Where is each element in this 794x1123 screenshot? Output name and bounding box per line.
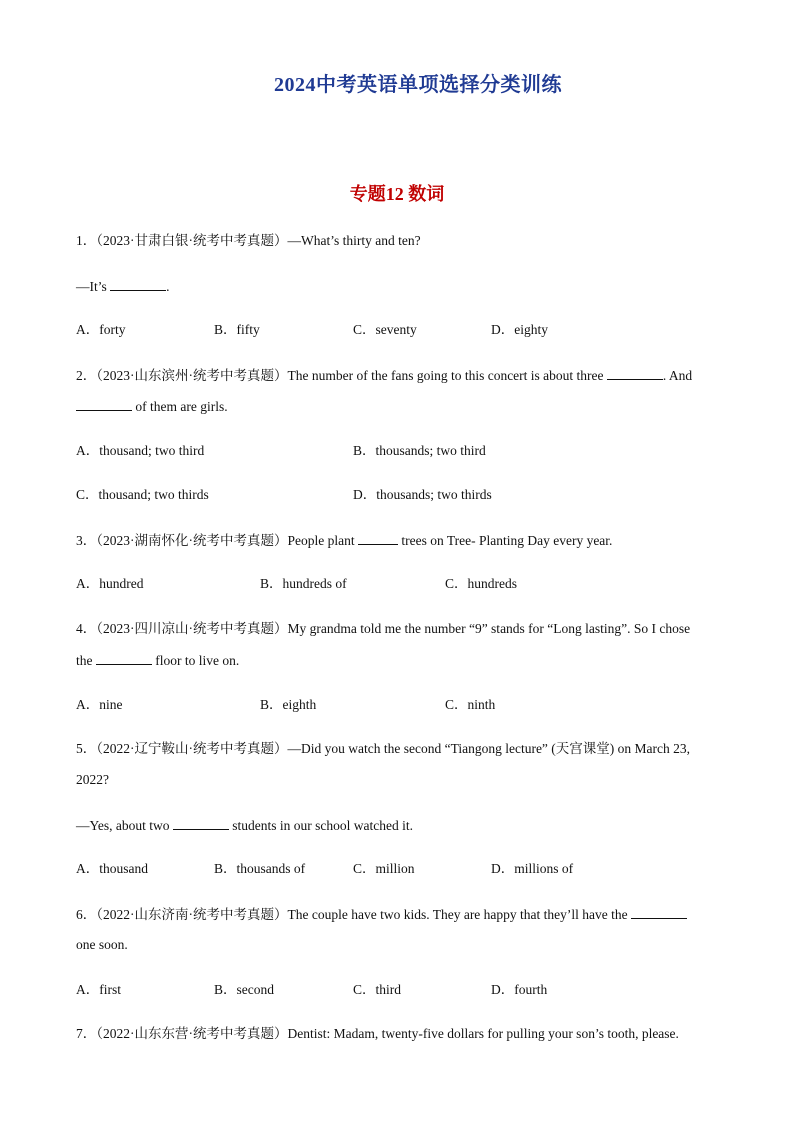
answer-blank[interactable] <box>96 651 152 665</box>
question-1-answer-line <box>76 277 170 296</box>
question-4-stem <box>76 620 690 638</box>
question-5-stem <box>76 740 690 758</box>
question-3-stem <box>76 531 612 550</box>
question-text: —Yes, about two <box>76 818 173 833</box>
question-text: the <box>76 653 96 668</box>
question-text: of them are girls. <box>132 399 228 414</box>
question-text: . <box>166 279 170 294</box>
option-b[interactable]: B．fifty <box>214 322 260 337</box>
question-2-stem <box>76 366 692 385</box>
question-text: trees on Tree- Planting Day every year. <box>397 533 613 548</box>
question-text: 7．（2022·山东东营·统考中考真题）Dentist: Madam, twenty-five dollars for pulling your son’s tooth, please. <box>76 1026 679 1041</box>
option-b[interactable]: B．second <box>214 982 274 997</box>
question-text: floor to live on. <box>151 653 240 668</box>
section-subtitle: 专题12 数词 <box>349 184 445 204</box>
option-a[interactable]: A．forty <box>76 322 126 337</box>
answer-blank[interactable] <box>631 905 687 919</box>
question-text: 2022? <box>76 772 109 787</box>
option-c[interactable]: C．seventy <box>353 322 417 337</box>
answer-blank[interactable] <box>173 816 229 830</box>
question-text: —It’s <box>76 279 111 294</box>
option-d[interactable]: D．fourth <box>491 982 548 997</box>
option-b[interactable]: B．thousands; two third <box>353 443 486 458</box>
option-b[interactable]: B．eighth <box>260 697 317 712</box>
question-text: one soon. <box>76 937 128 952</box>
option-c[interactable]: C．hundreds <box>445 576 517 591</box>
answer-blank[interactable] <box>76 397 132 411</box>
answer-blank[interactable] <box>110 277 166 291</box>
option-a[interactable]: A．thousand <box>76 861 148 876</box>
question-7-stem <box>76 1025 679 1043</box>
option-c[interactable]: C．third <box>353 982 402 997</box>
question-6-stem-cont <box>76 936 128 954</box>
question-text: 2．（2023·山东滨州·统考中考真题）The number of the fans going to this concert is about three <box>76 368 607 383</box>
question-text: 5．（2022·辽宁鞍山·统考中考真题）—Did you watch the second “Tiangong lecture” (天宫课堂) on March 23, <box>76 741 691 756</box>
option-d[interactable]: D．eighty <box>491 322 548 337</box>
option-a[interactable]: A．first <box>76 982 121 997</box>
option-c[interactable]: C．thousand; two thirds <box>76 487 209 502</box>
question-5-answer-line <box>76 816 413 835</box>
option-a[interactable]: A．thousand; two third <box>76 443 205 458</box>
question-1-stem <box>76 232 421 250</box>
question-5-stem-cont <box>76 771 109 789</box>
question-text: . And <box>662 368 693 383</box>
question-text: 6．（2022·山东济南·统考中考真题）The couple have two kids. They are happy that they’ll have the <box>76 907 632 922</box>
option-d[interactable]: D．thousands; two thirds <box>353 487 492 502</box>
option-b[interactable]: B．thousands of <box>214 861 306 876</box>
page-title: 2024中考英语单项选择分类训练 <box>274 74 562 96</box>
question-text: 1．（2023·甘肃白银·统考中考真题）—What’s thirty and ten? <box>76 233 421 248</box>
question-text: 4．（2023·四川凉山·统考中考真题）My grandma told me the number “9” stands for “Long lasting”. So I chose <box>76 621 691 636</box>
option-a[interactable]: A．nine <box>76 697 123 712</box>
question-2-stem-cont <box>76 397 228 416</box>
answer-blank[interactable] <box>607 366 663 380</box>
question-6-stem <box>76 905 687 924</box>
question-text: 3．（2023·湖南怀化·统考中考真题）People plant <box>76 533 358 548</box>
option-c[interactable]: C．ninth <box>445 697 496 712</box>
option-c[interactable]: C．million <box>353 861 415 876</box>
option-b[interactable]: B．hundreds of <box>260 576 347 591</box>
option-a[interactable]: A．hundred <box>76 576 144 591</box>
option-d[interactable]: D．millions of <box>491 861 574 876</box>
answer-blank[interactable] <box>358 531 398 545</box>
question-4-stem-cont <box>76 651 239 670</box>
question-text: students in our school watched it. <box>228 818 413 833</box>
